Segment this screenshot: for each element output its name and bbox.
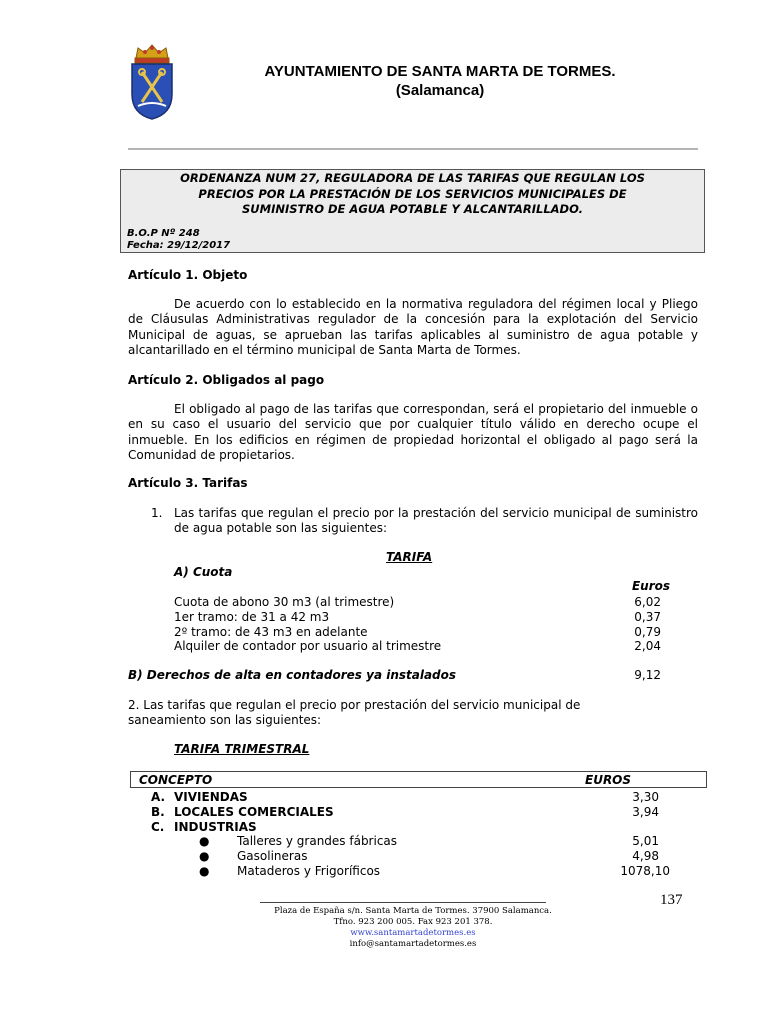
publication-date: Fecha: 29/12/2017 xyxy=(127,240,231,251)
cuota-row-label: Alquiler de contador por usuario al trimestre xyxy=(174,639,442,653)
category-label: LOCALES COMERCIALES xyxy=(174,805,334,819)
bullet-icon: ● xyxy=(199,849,210,863)
article-1-text xyxy=(128,297,698,358)
article-3-heading: Artículo 3. Tarifas xyxy=(128,476,248,490)
category-label: INDUSTRIAS xyxy=(174,820,257,834)
footer-divider xyxy=(260,902,546,903)
subcategory-label: Talleres y grandes fábricas xyxy=(237,834,398,848)
subcategory-value: 4,98 xyxy=(632,849,659,863)
concepto-column-header: CONCEPTO xyxy=(139,773,213,787)
category-label: VIVIENDAS xyxy=(174,790,248,804)
euros-column-header: EUROS xyxy=(585,773,632,787)
subcategory-value: 1078,10 xyxy=(620,864,670,878)
row-letter: C. xyxy=(151,820,165,834)
list-number: 1. xyxy=(151,506,163,520)
subcategory-value: 5,01 xyxy=(632,834,659,848)
footer-email[interactable]: info@santamartadetormes.es xyxy=(349,939,477,949)
cuota-row-value: 0,79 xyxy=(634,625,661,639)
ordinance-title-box xyxy=(120,169,705,253)
subcategory-label: Gasolineras xyxy=(237,849,308,863)
ordinance-title-line: ORDENANZA NUM 27, REGULADORA DE LAS TARIFAS QUE REGULAN LOS xyxy=(180,171,645,185)
cuota-row-value: 6,02 xyxy=(634,595,661,609)
province-subtitle: (Salamanca) xyxy=(395,82,485,99)
row-letter: B. xyxy=(151,805,165,819)
bullet-icon: ● xyxy=(199,864,210,878)
article-1-heading: Artículo 1. Objeto xyxy=(128,268,248,282)
page-number: 137 xyxy=(660,892,683,908)
tarifa-trimestral-title: TARIFA TRIMESTRAL xyxy=(174,742,310,756)
coat-of-arms-logo xyxy=(128,44,176,120)
derechos-alta-value: 9,12 xyxy=(634,668,661,682)
article-2-body: El obligado al pago de las tarifas que correspondan, será el propietario del inmueble o en su caso el usuario del servicio que por cualquier título válido en derecho ocupe el inmueble. En los edificios en régimen de propiedad horizontal el obligado al pago será la Comunidad de propietarios. xyxy=(128,402,698,462)
subcategory-label: Mataderos y Frigoríficos xyxy=(237,864,381,878)
article-2-heading: Artículo 2. Obligados al pago xyxy=(128,373,325,387)
ordinance-title-line: PRECIOS POR LA PRESTACIÓN DE LOS SERVICIOS MUNICIPALES DE xyxy=(198,186,627,201)
row-letter: A. xyxy=(151,790,166,804)
cuota-row-label: 1er tramo: de 31 a 42 m3 xyxy=(174,610,330,624)
tarifa-title: TARIFA xyxy=(386,550,433,564)
ordinance-title xyxy=(139,171,686,218)
article-1-body: De acuerdo con lo establecido en la normativa reguladora del régimen local y Pliego de Cláusulas Administrativas regulador de la concesión para la explotación del Servicio Municipal de aguas, se aprueban las tarifas aplicables al suministro de agua potable y alcantarillado en el término municipal de Santa Marta de Tormes. xyxy=(128,297,698,357)
euros-column-label: Euros xyxy=(631,579,670,593)
ordinance-title-line: SUMINISTRO DE AGUA POTABLE Y ALCANTARILLADO. xyxy=(242,202,583,216)
water-tariffs-intro: Las tarifas que regulan el precio por la prestación del servicio municipal de suministro de agua potable son las siguientes: xyxy=(174,506,698,536)
category-value: 3,94 xyxy=(632,805,659,819)
footer-address: Plaza de España s/n. Santa Marta de Tormes. 37900 Salamanca. xyxy=(274,906,552,916)
cuota-row-label: 2º tramo: de 43 m3 en adelante xyxy=(174,625,368,639)
header-divider xyxy=(128,148,698,150)
cuota-row-label: Cuota de abono 30 m3 (al trimestre) xyxy=(174,595,395,609)
cuota-row-value: 2,04 xyxy=(634,639,661,653)
municipality-title: AYUNTAMIENTO DE SANTA MARTA DE TORMES. xyxy=(264,63,616,80)
bop-number: B.O.P Nº 248 xyxy=(127,228,200,239)
footer-website-link[interactable]: www.santamartadetormes.es xyxy=(350,928,476,938)
article-2-text xyxy=(128,402,698,463)
cuota-row-value: 0,37 xyxy=(634,610,661,624)
sanitation-tariffs-intro: 2. Las tarifas que regulan el precio por prestación del servicio municipal de saneamiento son las siguientes: xyxy=(128,698,581,727)
footer-phone: Tfno. 923 200 005. Fax 923 201 378. xyxy=(333,917,493,927)
derechos-alta-label: B) Derechos de alta en contadores ya instalados xyxy=(128,668,457,682)
cuota-heading: A) Cuota xyxy=(174,565,233,579)
category-value: 3,30 xyxy=(632,790,659,804)
sanitation-table-header xyxy=(130,771,707,788)
bullet-icon: ● xyxy=(199,834,210,848)
